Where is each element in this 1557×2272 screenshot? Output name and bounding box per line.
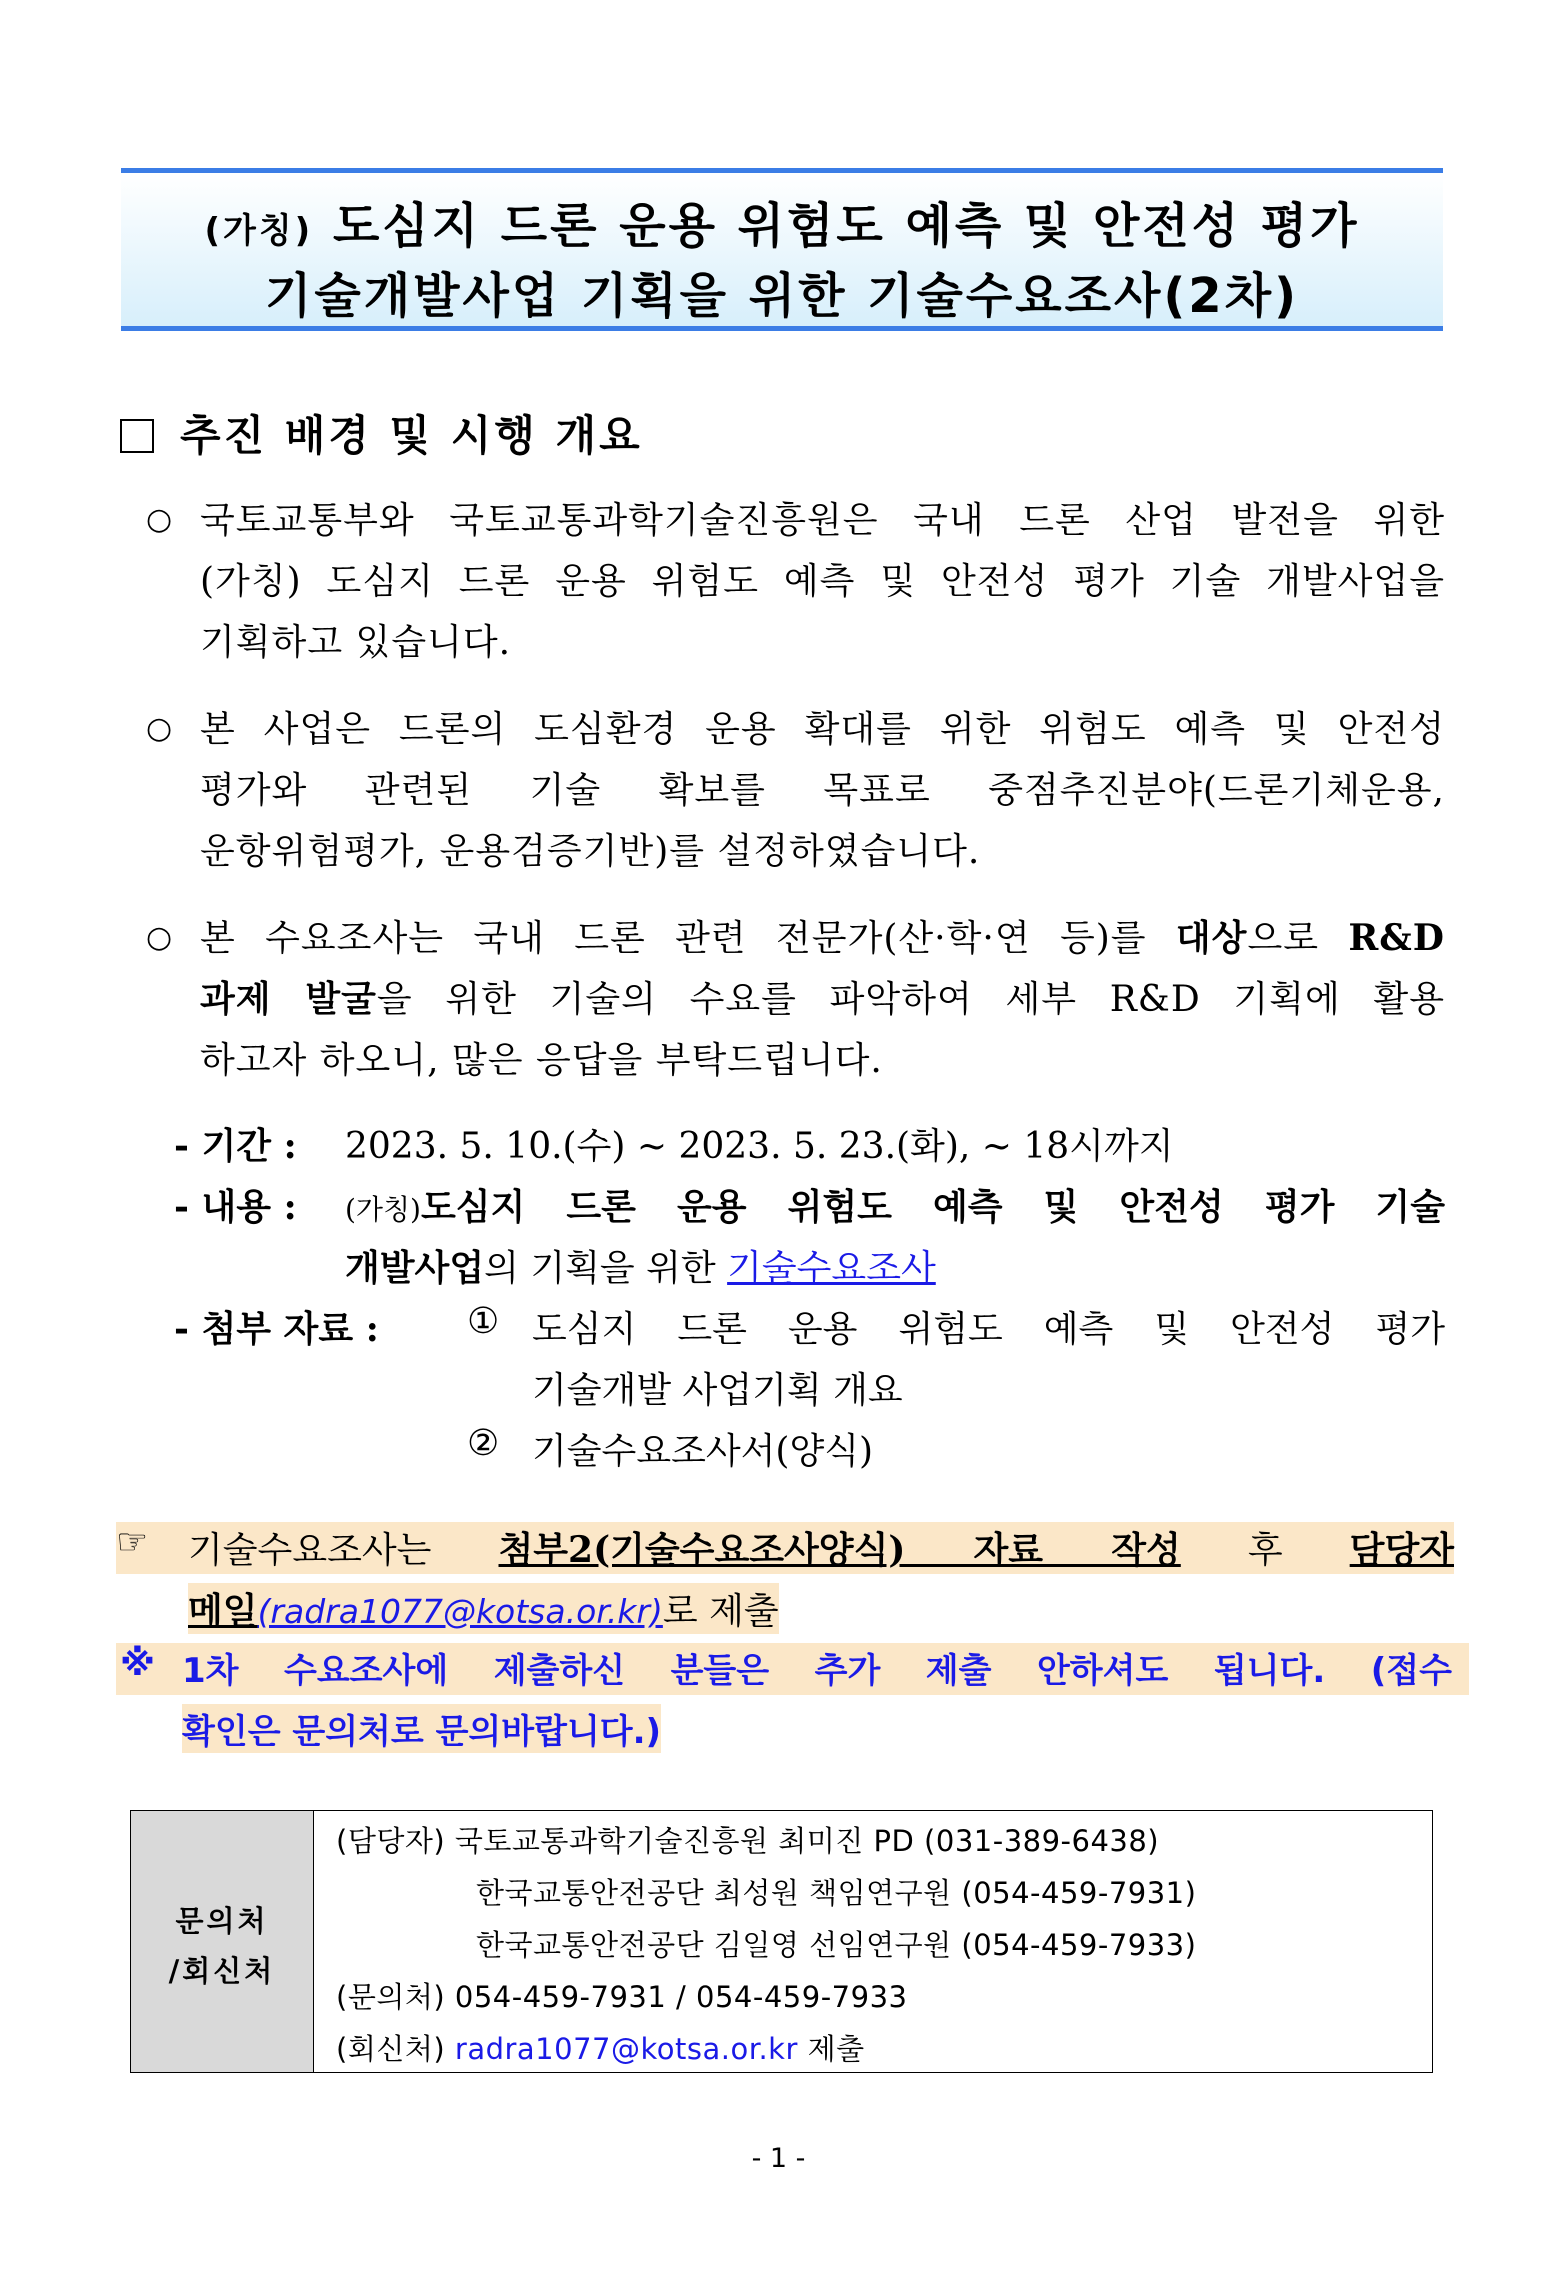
contact-row5-suffix: 제출 <box>797 2032 865 2066</box>
attach2-text: 기술수요조사서(양식) <box>532 1431 874 1472</box>
contact-row-inquiry <box>336 1975 907 2016</box>
note3-line1 <box>116 1643 1469 1695</box>
para2-line2: 평가와 관련된 기술 확보를 목표로 중점추진분야(드론기체운용, <box>200 770 1445 811</box>
para3-bold-rnd: R&D <box>1348 917 1445 959</box>
section-heading <box>120 403 643 463</box>
para3-line1 <box>200 910 1445 961</box>
content-label: - 내용 : <box>174 1186 297 1228</box>
contact-table <box>130 1810 1433 2073</box>
note1-manager: 담당자 <box>1349 1529 1454 1571</box>
contact-email-link[interactable]: radra1077@kotsa.or.kr <box>454 2032 798 2066</box>
note1-line <box>116 1522 1454 1574</box>
content-line2 <box>345 1240 936 1291</box>
reference-mark-icon: ※ <box>120 1643 155 1684</box>
para3-line3: 하고자 하오니, 많은 응답을 부탁드립니다. <box>200 1040 883 1081</box>
period-label: - 기간 : <box>174 1125 297 1167</box>
checkbox-square-icon <box>120 419 154 453</box>
note1-attachment: 첨부2(기술수요조사양식) 자료 작성 <box>498 1529 1181 1571</box>
content-bold2: 개발사업 <box>345 1247 485 1289</box>
contact-row4-value: 054-459-7931 / 054-459-7933 <box>454 1980 908 2014</box>
para3-text-c: 으로 <box>1247 918 1349 959</box>
content-rest: 의 기획을 위한 <box>484 1248 728 1289</box>
para3-line2 <box>200 971 1445 1022</box>
para2-line1: 본 사업은 드론의 도심환경 운용 확대를 위한 위험도 예측 및 안전성 <box>200 709 1445 750</box>
para3-bold-discovery: 과제 발굴 <box>200 978 377 1020</box>
note1-text-c: 후 <box>1180 1530 1350 1571</box>
para1-line2: (가칭) 도심지 드론 운용 위험도 예측 및 안전성 평가 기술 개발사업을 <box>200 561 1445 602</box>
para3-text-a: 본 수요조사는 국내 드론 관련 전문가(산·학·연 등)를 <box>200 918 1176 959</box>
attach1-line2: 기술개발 사업기획 개요 <box>532 1370 903 1411</box>
title-line-2: 기술개발사업 기획을 위한 기술수요조사(2차) <box>264 268 1300 324</box>
attach2-number: ② <box>467 1423 500 1464</box>
section-heading-text: 추진 배경 및 시행 개요 <box>180 411 643 460</box>
para2-line3: 운항위험평가, 운용검증기반)를 설정하였습니다. <box>200 831 981 872</box>
attach-label: - 첨부 자료 : <box>174 1308 379 1350</box>
contact-row5-label: (회신처) <box>336 2032 446 2066</box>
contact-label-line1: 문의처 <box>175 1904 269 1938</box>
note3-text-line1: 1차 수요조사에 제출하신 분들은 추가 제출 안하셔도 됩니다. (접수 <box>182 1651 1452 1691</box>
survey-link[interactable]: 기술수요조사 <box>727 1248 936 1289</box>
title-prefix: (가칭) <box>204 211 314 251</box>
note2-line <box>188 1583 779 1634</box>
content-prefix: (가칭) <box>345 1193 421 1226</box>
attach1-line1: 도심지 드론 운용 위험도 예측 및 안전성 평가 <box>532 1309 1445 1350</box>
page-number: - 1 - <box>751 2143 806 2174</box>
contact-row4-label: (문의처) <box>336 1980 446 2014</box>
hand-pointer-icon: ☞ <box>116 1522 149 1563</box>
contact-row1-label: (담당자) <box>336 1824 446 1858</box>
contact-row-manager <box>336 1819 1159 1860</box>
note1-text <box>188 1522 1454 1573</box>
note1-text-a: 기술수요조사는 <box>188 1530 499 1571</box>
note2-email-link[interactable]: (radra1077@kotsa.or.kr) <box>257 1592 663 1631</box>
contact-row1-value: 국토교통과학기술진흥원 최미진 PD (031-389-6438) <box>454 1824 1160 1858</box>
content-bold1: 도심지 드론 운용 위험도 예측 및 안전성 평가 기술 <box>420 1186 1445 1228</box>
note2-text-c: 로 제출 <box>662 1591 779 1632</box>
title-box <box>121 168 1443 331</box>
period-value: 2023. 5. 10.(수) ~ 2023. 5. 23.(화), ~ 18시까지 <box>345 1126 1174 1167</box>
title-line-1 <box>121 187 1443 256</box>
contact-label-line2: /회신처 <box>168 1954 276 1988</box>
contact-label-cell <box>131 1811 314 2072</box>
title-main-1: 도심지 드론 운용 위험도 예측 및 안전성 평가 <box>332 198 1360 254</box>
bullet-icon: ○ <box>146 711 173 746</box>
content-line1 <box>345 1179 1445 1230</box>
contact-row-2: 한국교통안전공단 최성원 책임연구원 (054-459-7931) <box>476 1876 1197 1910</box>
note3-line2: 확인은 문의처로 문의바랍니다.) <box>182 1704 661 1753</box>
bullet-icon: ○ <box>146 502 173 537</box>
contact-row-reply <box>336 2027 865 2068</box>
para1-line3: 기획하고 있습니다. <box>200 622 512 663</box>
para3-text-line2: 을 위한 기술의 수요를 파악하여 세부 R&D 기획에 활용 <box>376 979 1445 1020</box>
para3-bold-target: 대상 <box>1175 917 1248 959</box>
para1-line1: 국토교통부와 국토교통과학기술진흥원은 국내 드론 산업 발전을 위한 <box>200 500 1445 541</box>
note2-mail-label: 메일 <box>188 1590 258 1632</box>
attach1-number: ① <box>467 1301 500 1342</box>
bullet-icon: ○ <box>146 920 173 955</box>
contact-row-3: 한국교통안전공단 김일영 선임연구원 (054-459-7933) <box>476 1928 1197 1962</box>
